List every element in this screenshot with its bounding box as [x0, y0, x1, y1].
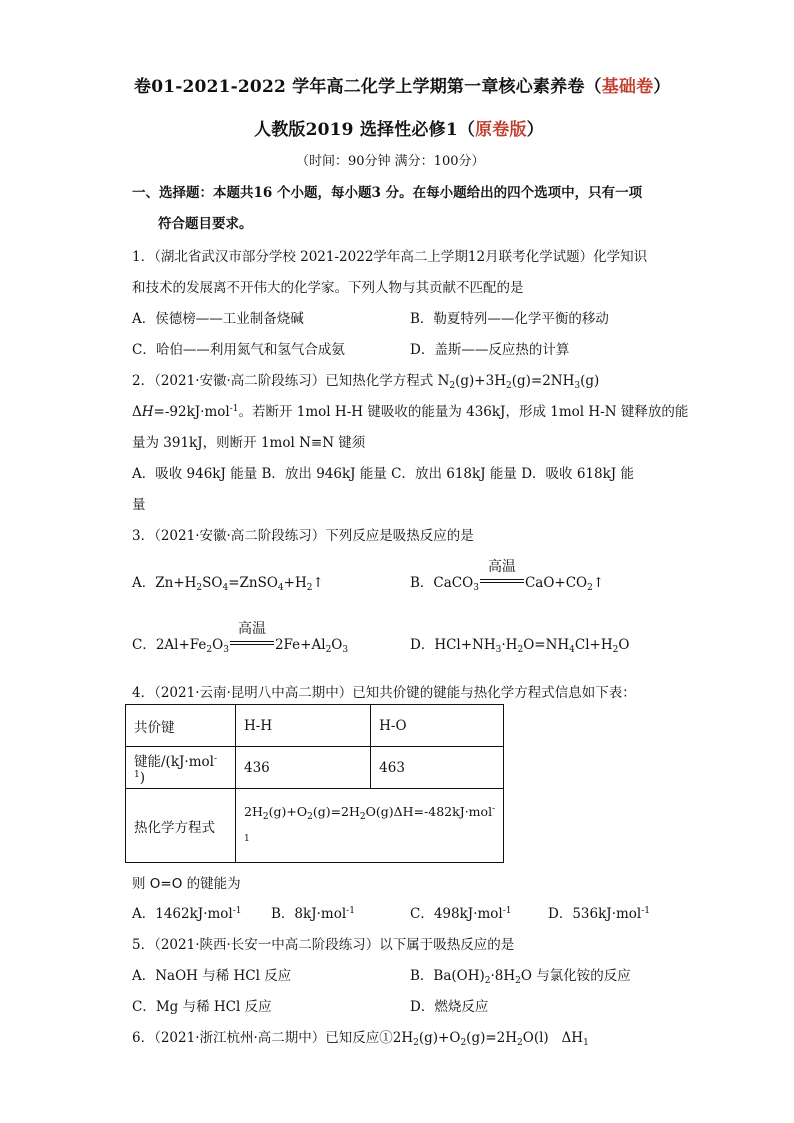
q4-ask: 则 O=O 的键能为 — [132, 876, 241, 892]
q2-stem-wrap-2: 量为 391kJ，则断开 1mol N≡N 键须 — [132, 435, 366, 451]
title-tag: 基础卷 — [601, 77, 654, 97]
table-cell: 键能/(kJ·mol$^{-1}$) — [126, 747, 236, 789]
time-info: （时间：90分钟 满分：100分） — [296, 154, 485, 169]
q1-option-b: B．勒夏特列——化学平衡的移动 — [410, 311, 609, 327]
table-cell: 436 — [236, 747, 371, 789]
section-heading-wrap: 符合题目要求。 — [158, 216, 253, 232]
q4-stem: 4．（2021·云南·昆明八中高二期中）已知共价键的键能与热化学方程式信息如下表： — [132, 685, 636, 701]
page-title: 卷01-2021-2022 学年高二化学上学期第一章核心素养卷（基础卷） — [134, 77, 671, 97]
q5-option-d: D．燃烧反应 — [410, 999, 489, 1015]
q4-option-b: B．8kJ·mol$^{-1}$ — [271, 906, 355, 922]
q4-option-a: A．1462kJ·mol$^{-1}$ — [132, 906, 242, 922]
q5-stem: 5．（2021·陕西·长安一中高二阶段练习）以下属于吸热反应的是 — [132, 937, 515, 953]
table-cell: H-O — [371, 705, 504, 747]
q2-options: A．吸收 946kJ 能量 B．放出 946kJ 能量 C．放出 618kJ 能量 D．吸收 618kJ 能 — [132, 466, 634, 482]
q5-option-a: A．NaOH 与稀 HCl 反应 — [132, 968, 292, 984]
q3-stem: 3．（2021·安徽·高二阶段练习）下列反应是吸热反应的是 — [132, 528, 474, 544]
q3-option-c: C．$2Al+Fe_2O_3$ 高温 $2Fe+Al_2O_3$ — [132, 633, 348, 655]
q1-option-d: D．盖斯——反应热的计算 — [410, 342, 570, 358]
subtitle-tag: 原卷版 — [475, 120, 527, 140]
q5-option-c: C．Mg 与稀 HCl 反应 — [132, 999, 272, 1015]
section-heading: 一、选择题：本题共16 个小题，每小题3 分。在每小题给出的四个选项中，只有一项 — [132, 185, 643, 201]
q2-stem: 2．（2021·安徽·高二阶段练习）已知热化学方程式 $N_2(g)+3H_2(g)=2NH_3(g)$ — [132, 373, 600, 391]
q5-option-b: B．$Ba(OH)_2\cdot 8H_2O$ 与氯化铵的反应 — [410, 968, 631, 986]
q2-stem-wrap: ΔH=-92kJ·mol$^{-1}$。若断开 1mol H-H 键吸收的能量为 436kJ，形成 1mol H-N 键释放的能 — [132, 404, 689, 420]
bond-energy-table — [125, 704, 504, 863]
q6-stem: 6．（2021·浙江杭州·高二期中）已知反应$①2H_2(g)+O_2(g)=2H_2O(l)$ $\Delta H_1$ — [132, 1030, 589, 1048]
condition-label: 高温 — [487, 559, 516, 575]
q4-option-d: D．536kJ·mol$^{-1}$ — [548, 906, 651, 922]
q3-option-d: D．$HCl+NH_3\cdot H_2O=NH_4Cl+H_2O$ — [410, 637, 630, 655]
q1-stem-wrap: 和技术的发展离不开伟大的化学家。下列人物与其贡献不匹配的是 — [132, 280, 524, 296]
table-cell-equation: $2H_2(g)+O_2(g)=2H_2O(g)\Delta H=-482kJ\cdot mol^-$ $^1$ — [236, 789, 504, 863]
table-cell: 共价键 — [126, 705, 236, 747]
q1-option-c: C．哈伯——利用氮气和氢气合成氨 — [132, 342, 345, 358]
q2-options-wrap: 量 — [132, 497, 146, 513]
table-cell: H-H — [236, 705, 371, 747]
page-subtitle: 人教版2019 选择性必修1（原卷版） — [254, 120, 544, 140]
table-cell: 热化学方程式 — [126, 789, 236, 863]
q3-option-a: A．$Zn+H_2SO_4=ZnSO_4+H_2↑$ — [132, 575, 324, 593]
q1-stem: 1．（湖北省武汉市部分学校 2021-2022学年高二上学期12月联考化学试题）化学知识 — [132, 249, 648, 265]
table-cell: 463 — [371, 747, 504, 789]
condition-label: 高温 — [237, 621, 266, 637]
q3-option-b: B．CaCO$_3$ 高温 $CaO+CO_2↑$ — [410, 571, 604, 593]
q4-option-c: C．498kJ·mol$^{-1}$ — [410, 906, 512, 922]
q1-option-a: A．侯德榜——工业制备烧碱 — [132, 311, 304, 327]
